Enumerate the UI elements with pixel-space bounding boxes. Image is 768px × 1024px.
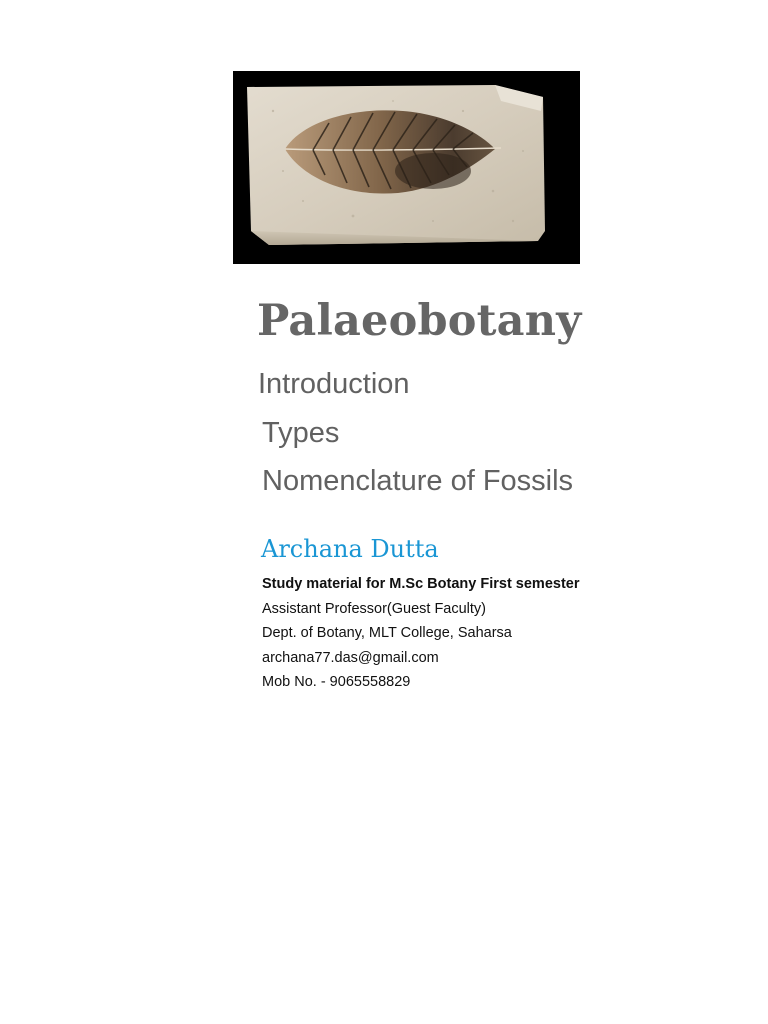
phone-line: Mob No. - 9065558829	[262, 674, 411, 690]
topic-introduction: Introduction	[258, 368, 410, 400]
department-line: Dept. of Botany, MLT College, Saharsa	[262, 625, 512, 641]
topic-nomenclature: Nomenclature of Fossils	[262, 465, 574, 497]
topic-types: Types	[262, 417, 340, 449]
page-title: Palaeobotany	[257, 296, 582, 346]
email-line: archana77.das@gmail.com	[262, 650, 439, 666]
fossil-leaf-illustration	[233, 71, 580, 264]
cover-image-fossil-leaf	[233, 71, 580, 264]
position-line: Assistant Professor(Guest Faculty)	[262, 601, 487, 617]
study-material-line: Study material for M.Sc Botany First semester	[262, 576, 580, 592]
author-name: Archana Dutta	[261, 535, 439, 563]
